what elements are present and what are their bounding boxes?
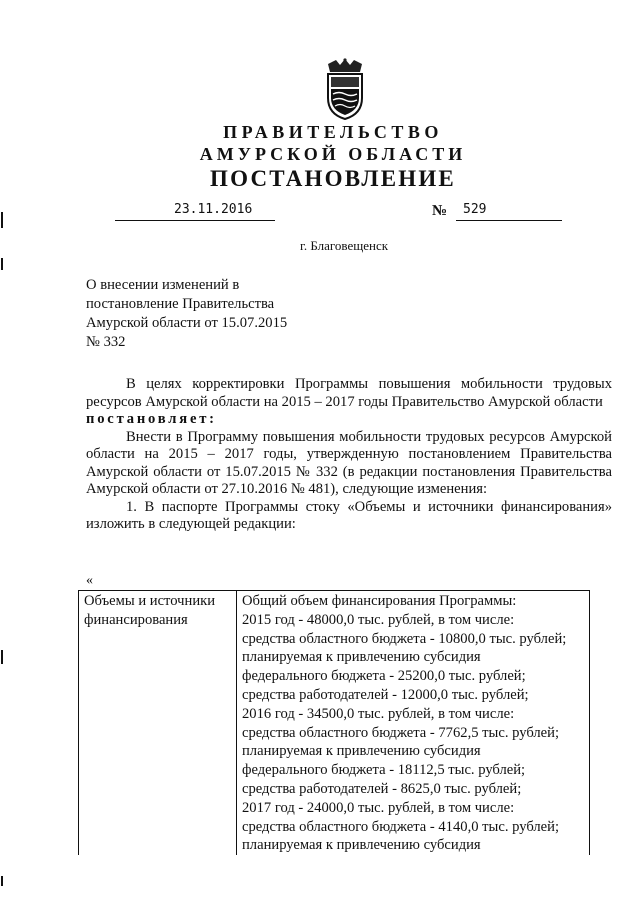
decree-body [86, 376, 612, 534]
financing-details-cell [237, 591, 590, 856]
financing-line: планируемая к привлечению субсидия [242, 743, 481, 760]
intro-paragraph: В целях корректировки Программы повышения мобильности трудовых ресурсов Амурской области на 2015 – 2017 годы Правительство Амурской области [86, 376, 612, 410]
subject-line: О внесении изменений в [86, 277, 240, 293]
government-title: ПРАВИТЕЛЬСТВО [223, 122, 443, 142]
financing-line: 2015 год - 48000,0 тыс. рублей, в том числе: [242, 611, 515, 628]
coat-of-arms-icon [322, 58, 368, 120]
decree-date: 23.11.2016 [174, 202, 253, 217]
table-row [79, 591, 590, 856]
financing-line: федерального бюджета - 18112,5 тыс. рублей; [242, 762, 526, 779]
financing-line: средства работодателей - 12000,0 тыс. рублей; [242, 686, 529, 703]
scan-mark [1, 876, 3, 886]
financing-line: средства областного бюджета - 4140,0 тыс. рублей; [242, 818, 560, 835]
item-1-paragraph: 1. В паспорте Программы стоку «Объемы и источники финансирования» изложить в следующей редакции: [86, 498, 612, 532]
open-quote: « [86, 573, 93, 588]
financing-line: Общий объем финансирования Программы: [242, 593, 517, 609]
scan-mark [1, 650, 3, 664]
number-label: № [432, 203, 448, 219]
decrees-word: постановляет: [86, 411, 217, 427]
financing-label-cell: Объемы и источники финансирования [79, 591, 237, 856]
city-name: г. Благовещенск [299, 238, 389, 253]
financing-line: средства областного бюджета - 10800,0 тыс. рублей; [242, 630, 567, 647]
document-type-title: ПОСТАНОВЛЕНИЕ [210, 166, 456, 191]
financing-line: средства областного бюджета - 7762,5 тыс. рублей; [242, 724, 560, 741]
financing-table [78, 590, 590, 855]
financing-line: планируемая к привлечению субсидия [242, 837, 481, 854]
region-title: АМУРСКОЙ ОБЛАСТИ [199, 144, 467, 164]
decree-subject [86, 276, 386, 352]
financing-line: планируемая к привлечению субсидия [242, 649, 481, 666]
subject-line: постановление Правительства [86, 296, 275, 312]
scan-mark [1, 258, 3, 270]
subject-line: Амурской области от 15.07.2015 [86, 315, 288, 331]
subject-line: № 332 [86, 334, 126, 350]
financing-line: средства работодателей - 8625,0 тыс. рублей; [242, 780, 522, 797]
number-underline [456, 220, 562, 221]
financing-line: 2016 год - 34500,0 тыс. рублей, в том числе: [242, 705, 515, 722]
scan-mark [1, 212, 3, 228]
financing-line: федерального бюджета - 25200,0 тыс. рублей; [242, 668, 526, 685]
date-underline [115, 220, 275, 221]
decree-number: 529 [463, 202, 487, 217]
main-item-paragraph: Внести в Программу повышения мобильности трудовых ресурсов Амурской области на 2015 – 2017 годы, утвержденную постановлением Правительства Амурской области от 15.07.2015 № 332 (в редакции постановления Правительства Амурской области от 27.10.2016 № 481), следующие изменения: [86, 428, 612, 497]
financing-line: 2017 год - 24000,0 тыс. рублей, в том числе: [242, 799, 515, 816]
